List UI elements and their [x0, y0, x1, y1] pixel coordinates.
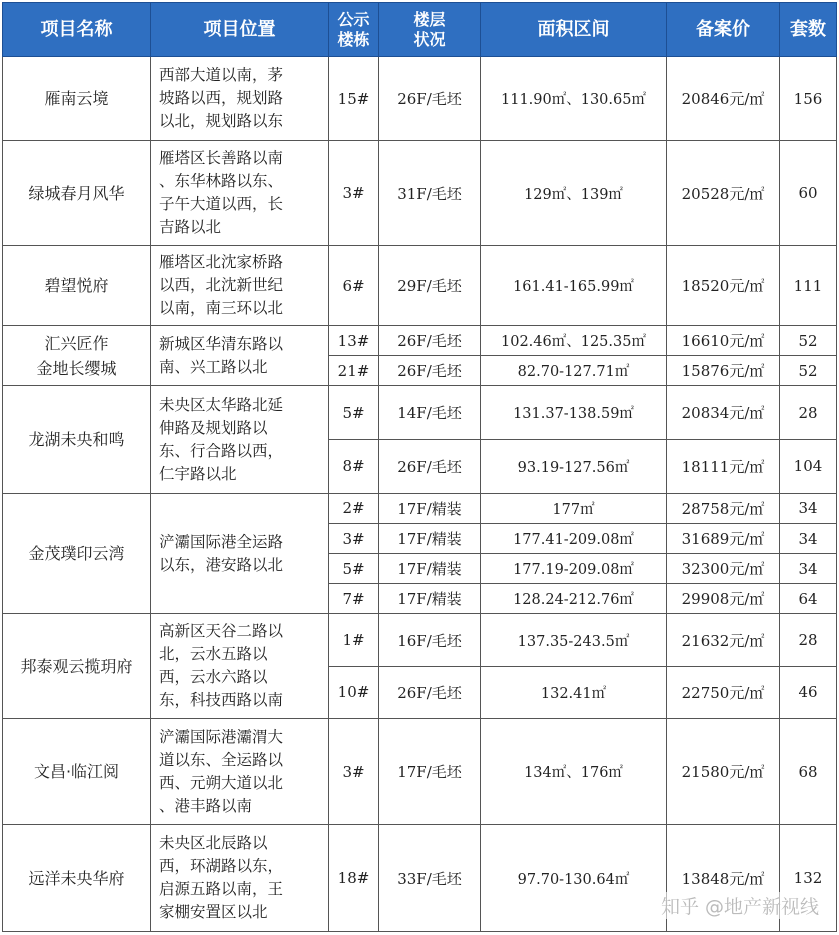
units-cell: 28 — [780, 386, 837, 439]
area-cell: 177.41-209.08㎡ — [481, 524, 667, 554]
area-cell: 102.46㎡、125.35㎡ — [481, 326, 667, 356]
building-cell: 8# — [329, 439, 379, 493]
building-cell: 1# — [329, 614, 379, 666]
project-name: 文昌·临江阅 — [3, 718, 151, 824]
price-cell: 15876元/㎡ — [667, 356, 780, 386]
table-row — [3, 57, 837, 141]
area-cell: 93.19-127.56㎡ — [481, 439, 667, 493]
price-cell: 22750元/㎡ — [667, 666, 780, 718]
area-cell: 177.19-209.08㎡ — [481, 554, 667, 584]
building-cell: 15# — [329, 57, 379, 141]
project-name: 金茂璞印云湾 — [3, 493, 151, 614]
project-location: 浐灞国际港全运路 以东，港安路以北 — [151, 493, 329, 614]
table-row — [3, 718, 837, 824]
units-cell: 60 — [780, 141, 837, 245]
building-cell: 18# — [329, 825, 379, 932]
units-cell: 64 — [780, 584, 837, 614]
floor-cell: 26F/毛坯 — [379, 356, 481, 386]
project-location: 未央区太华路北延 伸路及规划路以 东、行合路以西， 仁宇路以北 — [151, 386, 329, 493]
pricing-table — [2, 2, 837, 932]
price-cell: 16610元/㎡ — [667, 326, 780, 356]
floor-cell: 16F/毛坯 — [379, 614, 481, 666]
units-cell: 34 — [780, 493, 837, 523]
project-location: 浐灞国际港灞渭大 道以东、全运路以 西、元朔大道以北 、港丰路以南 — [151, 718, 329, 824]
floor-cell: 26F/毛坯 — [379, 439, 481, 493]
floor-cell: 26F/毛坯 — [379, 326, 481, 356]
area-cell: 111.90㎡、130.65㎡ — [481, 57, 667, 141]
header-project-location: 项目位置 — [151, 3, 329, 57]
units-cell: 52 — [780, 326, 837, 356]
project-location: 高新区天谷二路以 北，云水五路以 西，云水六路以 东，科技西路以南 — [151, 614, 329, 718]
project-location: 雁塔区长善路以南 、东华林路以东、 子午大道以西，长 吉路以北 — [151, 141, 329, 245]
units-cell: 34 — [780, 554, 837, 584]
area-cell: 129㎡、139㎡ — [481, 141, 667, 245]
building-cell: 13# — [329, 326, 379, 356]
table-row — [3, 614, 837, 666]
project-location: 未央区北辰路以 西，环湖路以东， 启源五路以南，王 家棚安置区以北 — [151, 825, 329, 932]
building-cell: 3# — [329, 524, 379, 554]
header-area: 面积区间 — [481, 3, 667, 57]
price-cell: 21632元/㎡ — [667, 614, 780, 666]
area-cell: 82.70-127.71㎡ — [481, 356, 667, 386]
building-cell: 5# — [329, 386, 379, 439]
units-cell: 46 — [780, 666, 837, 718]
price-cell: 20846元/㎡ — [667, 57, 780, 141]
price-cell: 31689元/㎡ — [667, 524, 780, 554]
floor-cell: 17F/精装 — [379, 554, 481, 584]
project-location: 西部大道以南，茅 坡路以西，规划路 以北，规划路以东 — [151, 57, 329, 141]
floor-cell: 17F/毛坯 — [379, 718, 481, 824]
units-cell: 104 — [780, 439, 837, 493]
project-location: 雁塔区北沈家桥路 以西，北沈新世纪 以南，南三环以北 — [151, 245, 329, 325]
units-cell: 34 — [780, 524, 837, 554]
price-cell: 18111元/㎡ — [667, 439, 780, 493]
price-cell: 28758元/㎡ — [667, 493, 780, 523]
header-price: 备案价 — [667, 3, 780, 57]
watermark: 知乎 @地产新视线 — [657, 892, 823, 919]
price-cell: 21580元/㎡ — [667, 718, 780, 824]
floor-cell: 14F/毛坯 — [379, 386, 481, 439]
area-cell: 177㎡ — [481, 493, 667, 523]
project-name: 雁南云境 — [3, 57, 151, 141]
project-name: 龙湖未央和鸣 — [3, 386, 151, 493]
units-cell: 111 — [780, 245, 837, 325]
floor-cell: 29F/毛坯 — [379, 245, 481, 325]
floor-cell: 33F/毛坯 — [379, 825, 481, 932]
table-row — [3, 493, 837, 523]
project-location: 新城区华清东路以 南、兴工路以北 — [151, 326, 329, 386]
price-cell: 20528元/㎡ — [667, 141, 780, 245]
price-cell: 20834元/㎡ — [667, 386, 780, 439]
price-cell: 32300元/㎡ — [667, 554, 780, 584]
table-row — [3, 326, 837, 356]
floor-cell: 31F/毛坯 — [379, 141, 481, 245]
units-cell: 132 — [780, 825, 837, 932]
price-cell: 29908元/㎡ — [667, 584, 780, 614]
table-row — [3, 386, 837, 439]
area-cell: 161.41-165.99㎡ — [481, 245, 667, 325]
building-cell: 5# — [329, 554, 379, 584]
header-project-name: 项目名称 — [3, 3, 151, 57]
header-row — [3, 3, 837, 57]
area-cell: 137.35-243.5㎡ — [481, 614, 667, 666]
building-cell: 6# — [329, 245, 379, 325]
building-cell: 21# — [329, 356, 379, 386]
table-row — [3, 245, 837, 325]
area-cell: 97.70-130.64㎡ — [481, 825, 667, 932]
project-name: 绿城春月风华 — [3, 141, 151, 245]
building-cell: 3# — [329, 141, 379, 245]
building-cell: 10# — [329, 666, 379, 718]
area-cell: 134㎡、176㎡ — [481, 718, 667, 824]
header-units: 套数 — [780, 3, 837, 57]
units-cell: 68 — [780, 718, 837, 824]
project-name: 汇兴匠作 金地长缨城 — [3, 326, 151, 386]
floor-cell: 17F/精装 — [379, 584, 481, 614]
floor-cell: 26F/毛坯 — [379, 57, 481, 141]
project-name: 碧望悦府 — [3, 245, 151, 325]
area-cell: 131.37-138.59㎡ — [481, 386, 667, 439]
project-name: 邦泰观云揽玥府 — [3, 614, 151, 718]
project-name: 远洋未央华府 — [3, 825, 151, 932]
floor-cell: 17F/精装 — [379, 493, 481, 523]
building-cell: 7# — [329, 584, 379, 614]
floor-cell: 26F/毛坯 — [379, 666, 481, 718]
header-building: 公示 楼栋 — [329, 3, 379, 57]
floor-cell: 17F/精装 — [379, 524, 481, 554]
units-cell: 28 — [780, 614, 837, 666]
units-cell: 52 — [780, 356, 837, 386]
building-cell: 3# — [329, 718, 379, 824]
units-cell: 156 — [780, 57, 837, 141]
area-cell: 132.41㎡ — [481, 666, 667, 718]
area-cell: 128.24-212.76㎡ — [481, 584, 667, 614]
price-cell: 18520元/㎡ — [667, 245, 780, 325]
header-floor: 楼层 状况 — [379, 3, 481, 57]
table-row — [3, 141, 837, 245]
building-cell: 2# — [329, 493, 379, 523]
price-cell: 13848元/㎡ — [667, 825, 780, 932]
